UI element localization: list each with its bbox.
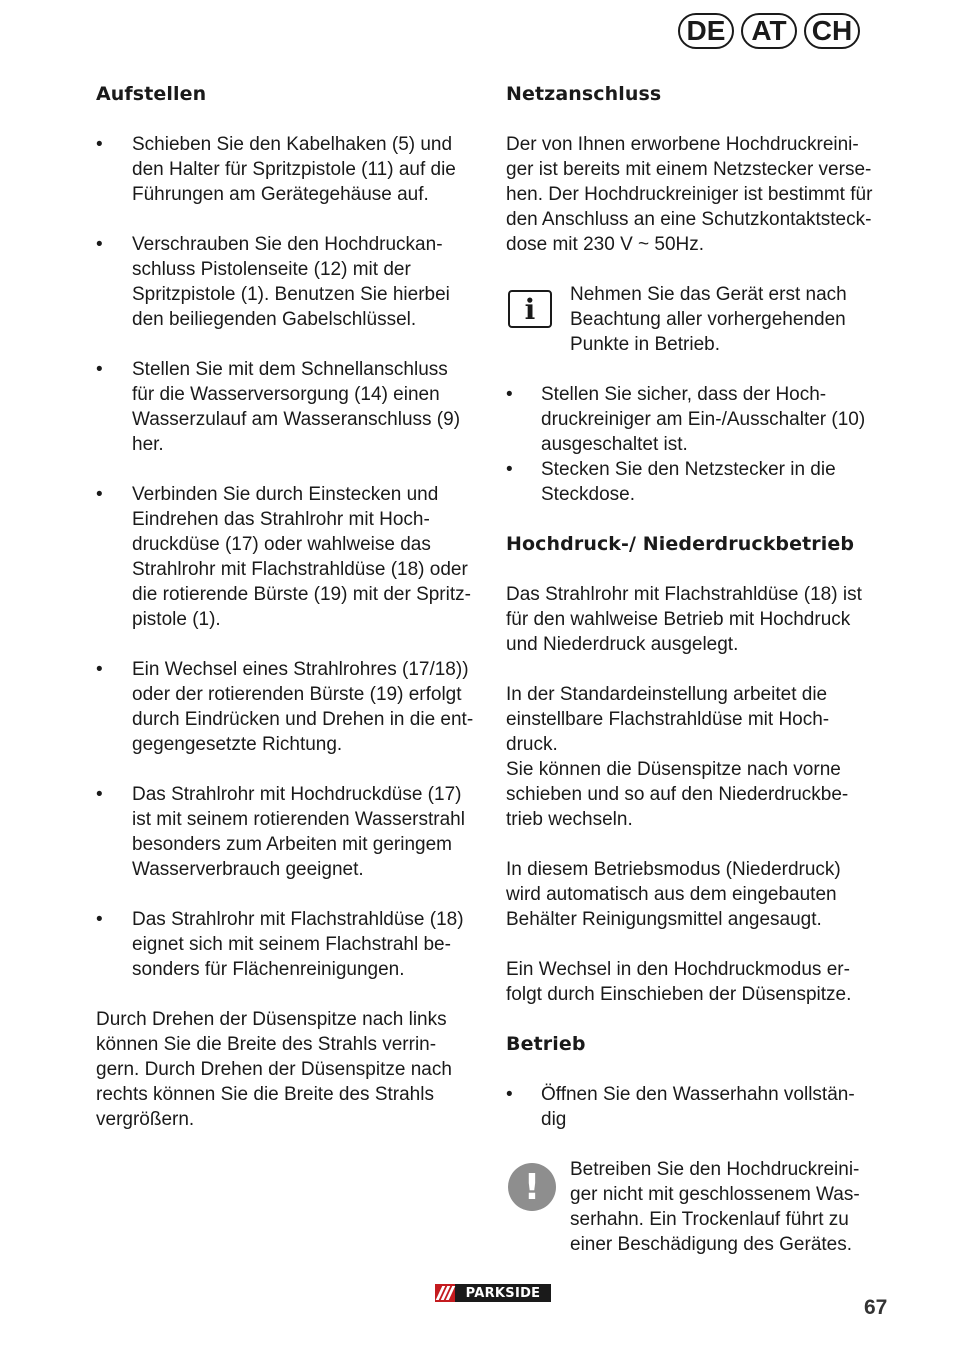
info-note-text: Nehmen Sie das Gerät erst nach Beachtung aller vorhergehenden Punkte in Betrieb.	[570, 284, 847, 355]
list-item: • Das Strahlrohr mit Flachstrahldüse (18) eignet sich mit seinem Flachstrahl be- sonders für Flächenreinigungen.	[96, 909, 464, 980]
druck-paragraph: In diesem Betriebsmodus (Niederdruck) wird automatisch aus dem eingebauten Behälter Reinigungsmittel angesaugt.	[506, 859, 841, 930]
logo-stripes-icon	[435, 1284, 455, 1302]
bullet-icon: •	[506, 384, 513, 405]
netz-paragraph: Der von Ihnen erworbene Hochdruckreini- ger ist bereits mit einem Netzstecker verse- hen. Der Hochdruckreiniger ist bestimmt für den Anschluss an eine Schutzkontaktsteck- dose mit 230 V ~ 50Hz.	[506, 134, 873, 255]
list-item: • Verbinden Sie durch Einstecken und Eindrehen das Strahlrohr mit Hoch- druckdüse (17) oder wahlweise das Strahlrohr mit Flachstrahldüse (18) oder die rotierende Bürste (19) mit der Spritz- pistole (1).	[96, 484, 471, 630]
betrieb-list	[506, 1082, 898, 1132]
country-badge-ch: CH	[804, 13, 860, 49]
country-badge-de: DE	[678, 13, 734, 49]
list-item: • Stecken Sie den Netzstecker in die Steckdose.	[506, 459, 836, 505]
bullet-icon: •	[506, 1084, 513, 1105]
bullet-icon: •	[96, 909, 103, 930]
heading-druckbetrieb: Hochdruck-/ Niederdruckbetrieb	[506, 533, 855, 555]
heading-betrieb: Betrieb	[506, 1033, 586, 1055]
country-badge-at: AT	[741, 13, 797, 49]
netz-list	[506, 382, 898, 507]
heading-aufstellen: Aufstellen	[96, 83, 207, 105]
list-item: • Das Strahlrohr mit Hochdruckdüse (17) ist mit seinem rotierenden Wasserstrahl besonders zum Arbeiten mit geringem Wasserverbrauch geeignet.	[96, 784, 465, 880]
bullet-icon: •	[96, 484, 103, 505]
druck-paragraph: Das Strahlrohr mit Flachstrahldüse (18) ist für den wahlweise Betrieb mit Hochdruck und Niederdruck ausgelegt.	[506, 584, 862, 655]
strahl-breite-paragraph: Durch Drehen der Düsenspitze nach links können Sie die Breite des Strahls verrin- gern. Durch Drehen der Düsenspitze nach rechts können Sie die Breite des Strahls vergrößern.	[96, 1009, 452, 1130]
aufstellen-list	[96, 132, 484, 982]
list-item: • Ein Wechsel eines Strahlrohres (17/18)) oder der rotierenden Bürste (19) erfolgt durch Eindrücken und Drehen in die ent- gegengesetzte Richtung.	[96, 659, 474, 755]
bullet-icon: •	[96, 134, 103, 155]
info-icon: i	[508, 290, 552, 328]
page-number: 67	[864, 1296, 888, 1319]
druck-paragraph: In der Standardeinstellung arbeitet die einstellbare Flachstrahldüse mit Hoch- druck. Sie können die Düsenspitze nach vorne schieben und so auf den Niederdruckbe- trieb wechseln.	[506, 684, 849, 830]
list-item: • Verschrauben Sie den Hochdruckan- schluss Pistolenseite (12) mit der Spritzpistole (1). Benutzen Sie hierbei den beiliegenden Gabelschlüssel.	[96, 234, 450, 330]
right-column	[506, 82, 898, 1282]
bullet-icon: •	[506, 459, 513, 480]
bullet-icon: •	[96, 784, 103, 805]
warning-note	[506, 1157, 898, 1257]
left-column	[96, 82, 484, 1157]
parkside-logo	[435, 1284, 551, 1302]
list-item: • Schieben Sie den Kabelhaken (5) und den Halter für Spritzpistole (11) auf die Führungen am Gerätegehäuse auf.	[96, 134, 456, 205]
bullet-icon: •	[96, 659, 103, 680]
list-item: • Stellen Sie mit dem Schnellanschluss für die Wasserversorgung (14) einen Wasserzulauf am Wasseranschluss (9) her.	[96, 359, 461, 455]
exclamation-icon: !	[508, 1163, 556, 1211]
warning-note-text: Betreiben Sie den Hochdruckreini- ger nicht mit geschlossenem Was- serhahn. Ein Trockenlauf führt zu einer Beschädigung des Gerätes.	[570, 1159, 860, 1255]
list-item: • Öffnen Sie den Wasserhahn vollstän- dig	[506, 1084, 855, 1130]
country-badges	[678, 13, 860, 53]
list-item: • Stellen Sie sicher, dass der Hoch- druckreiniger am Ein-/Ausschalter (10) ausgeschaltet ist.	[506, 384, 866, 455]
druck-paragraph: Ein Wechsel in den Hochdruckmodus er- folgt durch Einschieben der Düsenspitze.	[506, 959, 852, 1005]
info-note	[506, 282, 898, 357]
bullet-icon: •	[96, 359, 103, 380]
logo-text: PARKSIDE	[455, 1284, 551, 1302]
heading-netzanschluss: Netzanschluss	[506, 83, 662, 105]
bullet-icon: •	[96, 234, 103, 255]
